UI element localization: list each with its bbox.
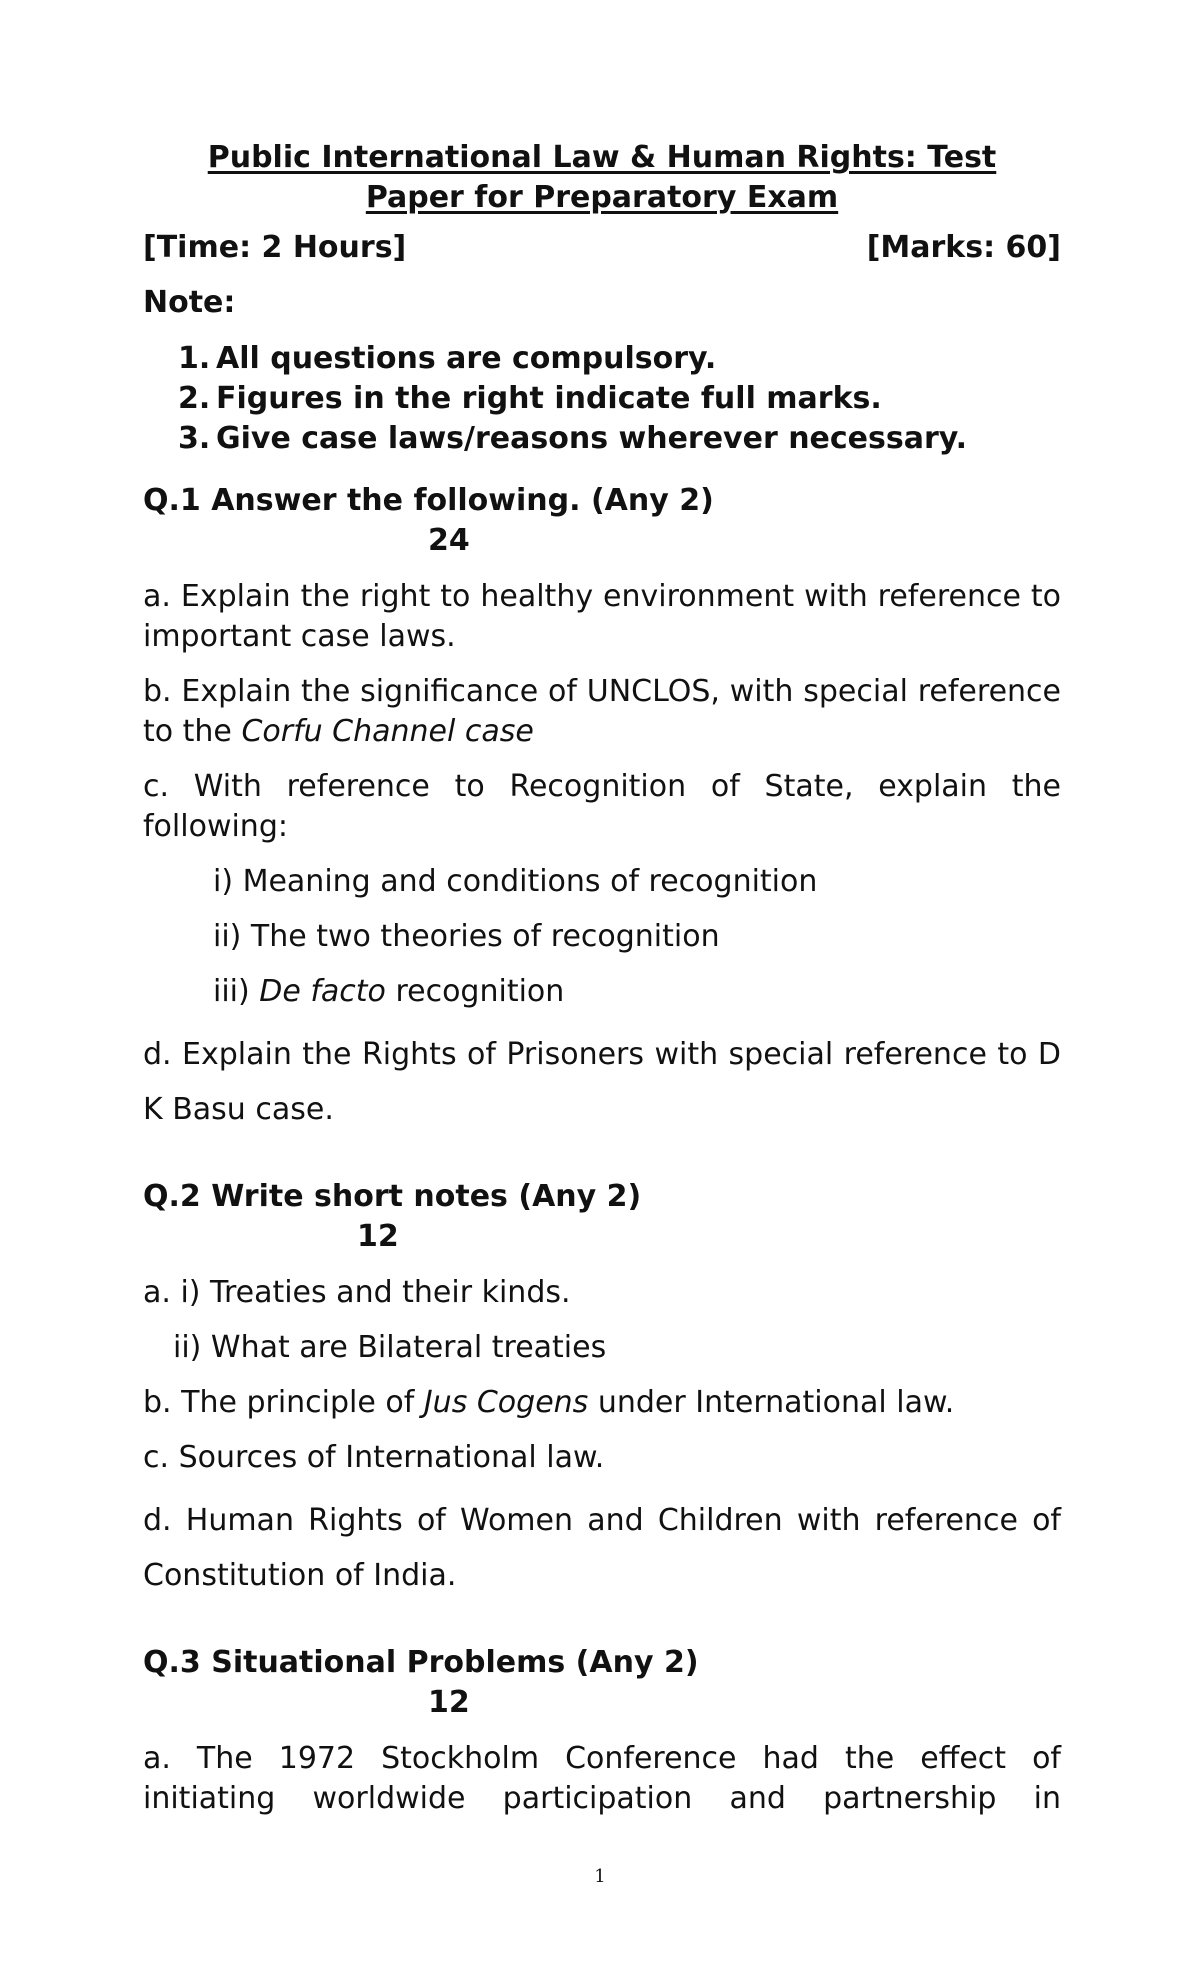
exam-meta bbox=[143, 228, 1061, 268]
q2-item-a-ii: ii) What are Bilateral treaties bbox=[173, 1330, 607, 1365]
q1-item-b-case: Corfu Channel case bbox=[241, 714, 534, 749]
q1-item-b bbox=[143, 672, 1061, 752]
q1-item-c-iii-prefix: iii) bbox=[213, 974, 260, 1009]
title-line-1: Public International Law & Human Rights: Test bbox=[207, 140, 997, 175]
note-item bbox=[178, 419, 1061, 459]
note-text: Figures in the right indicate full marks. bbox=[216, 381, 882, 416]
q2-item-b-prefix: b. The principle of bbox=[143, 1385, 424, 1420]
document-body bbox=[143, 138, 1061, 1834]
q3-item-a: a. The 1972 Stockholm Conference had the effect of initiating worldwide participation and partnership in bbox=[143, 1741, 1061, 1816]
note-number: 2. bbox=[178, 381, 211, 416]
q2-item-c: c. Sources of International law. bbox=[143, 1440, 605, 1475]
q1-item-d: d. Explain the Rights of Prisoners with special reference to D K Basu case. bbox=[143, 1037, 1061, 1127]
q1-heading: Q.1 Answer the following. (Any 2) bbox=[143, 483, 714, 518]
q1-item-c-ii: ii) The two theories of recognition bbox=[213, 919, 720, 954]
q3-heading: Q.3 Situational Problems (Any 2) bbox=[143, 1645, 699, 1680]
note-text: All questions are compulsory. bbox=[216, 341, 717, 376]
note-list bbox=[143, 339, 1061, 459]
q1-item-c-iii-term: De facto bbox=[259, 974, 386, 1009]
q2-item-b bbox=[143, 1383, 1061, 1423]
q2-marks: 12 bbox=[357, 1219, 399, 1254]
note-label: Note: bbox=[143, 285, 236, 320]
page-number: 1 bbox=[594, 1866, 606, 1887]
q1-item-b-text: b. Explain the significance of UNCLOS, with special reference to the bbox=[143, 674, 1061, 749]
exam-time: [Time: 2 Hours] bbox=[143, 230, 407, 265]
exam-marks: [Marks: 60] bbox=[866, 230, 1061, 265]
q2-item-b-suffix: under International law. bbox=[588, 1385, 955, 1420]
note-number: 1. bbox=[178, 341, 211, 376]
q2-heading: Q.2 Write short notes (Any 2) bbox=[143, 1179, 642, 1214]
q1-item-c-i: i) Meaning and conditions of recognition bbox=[213, 864, 818, 899]
q2-item-a-i: a. i) Treaties and their kinds. bbox=[143, 1275, 571, 1310]
q1-item-c-iii bbox=[143, 972, 1061, 1012]
q2-item-d: d. Human Rights of Women and Children with reference of Constitution of India. bbox=[143, 1503, 1061, 1593]
note-item bbox=[178, 379, 1061, 419]
note-number: 3. bbox=[178, 421, 211, 456]
title-line-2: Paper for Preparatory Exam bbox=[365, 180, 839, 215]
note-item bbox=[178, 339, 1061, 379]
q1-item-a: a. Explain the right to healthy environment with reference to important case laws. bbox=[143, 579, 1061, 654]
q1-item-c-iii-suffix: recognition bbox=[385, 974, 565, 1009]
q1-marks: 24 bbox=[428, 523, 470, 558]
q3-marks: 12 bbox=[428, 1685, 470, 1720]
q2-item-b-term: Jus Cogens bbox=[423, 1385, 589, 1420]
note-text: Give case laws/reasons wherever necessary. bbox=[216, 421, 967, 456]
document-title bbox=[143, 138, 1061, 218]
q1-item-c: c. With reference to Recognition of State, explain the following: bbox=[143, 769, 1061, 844]
